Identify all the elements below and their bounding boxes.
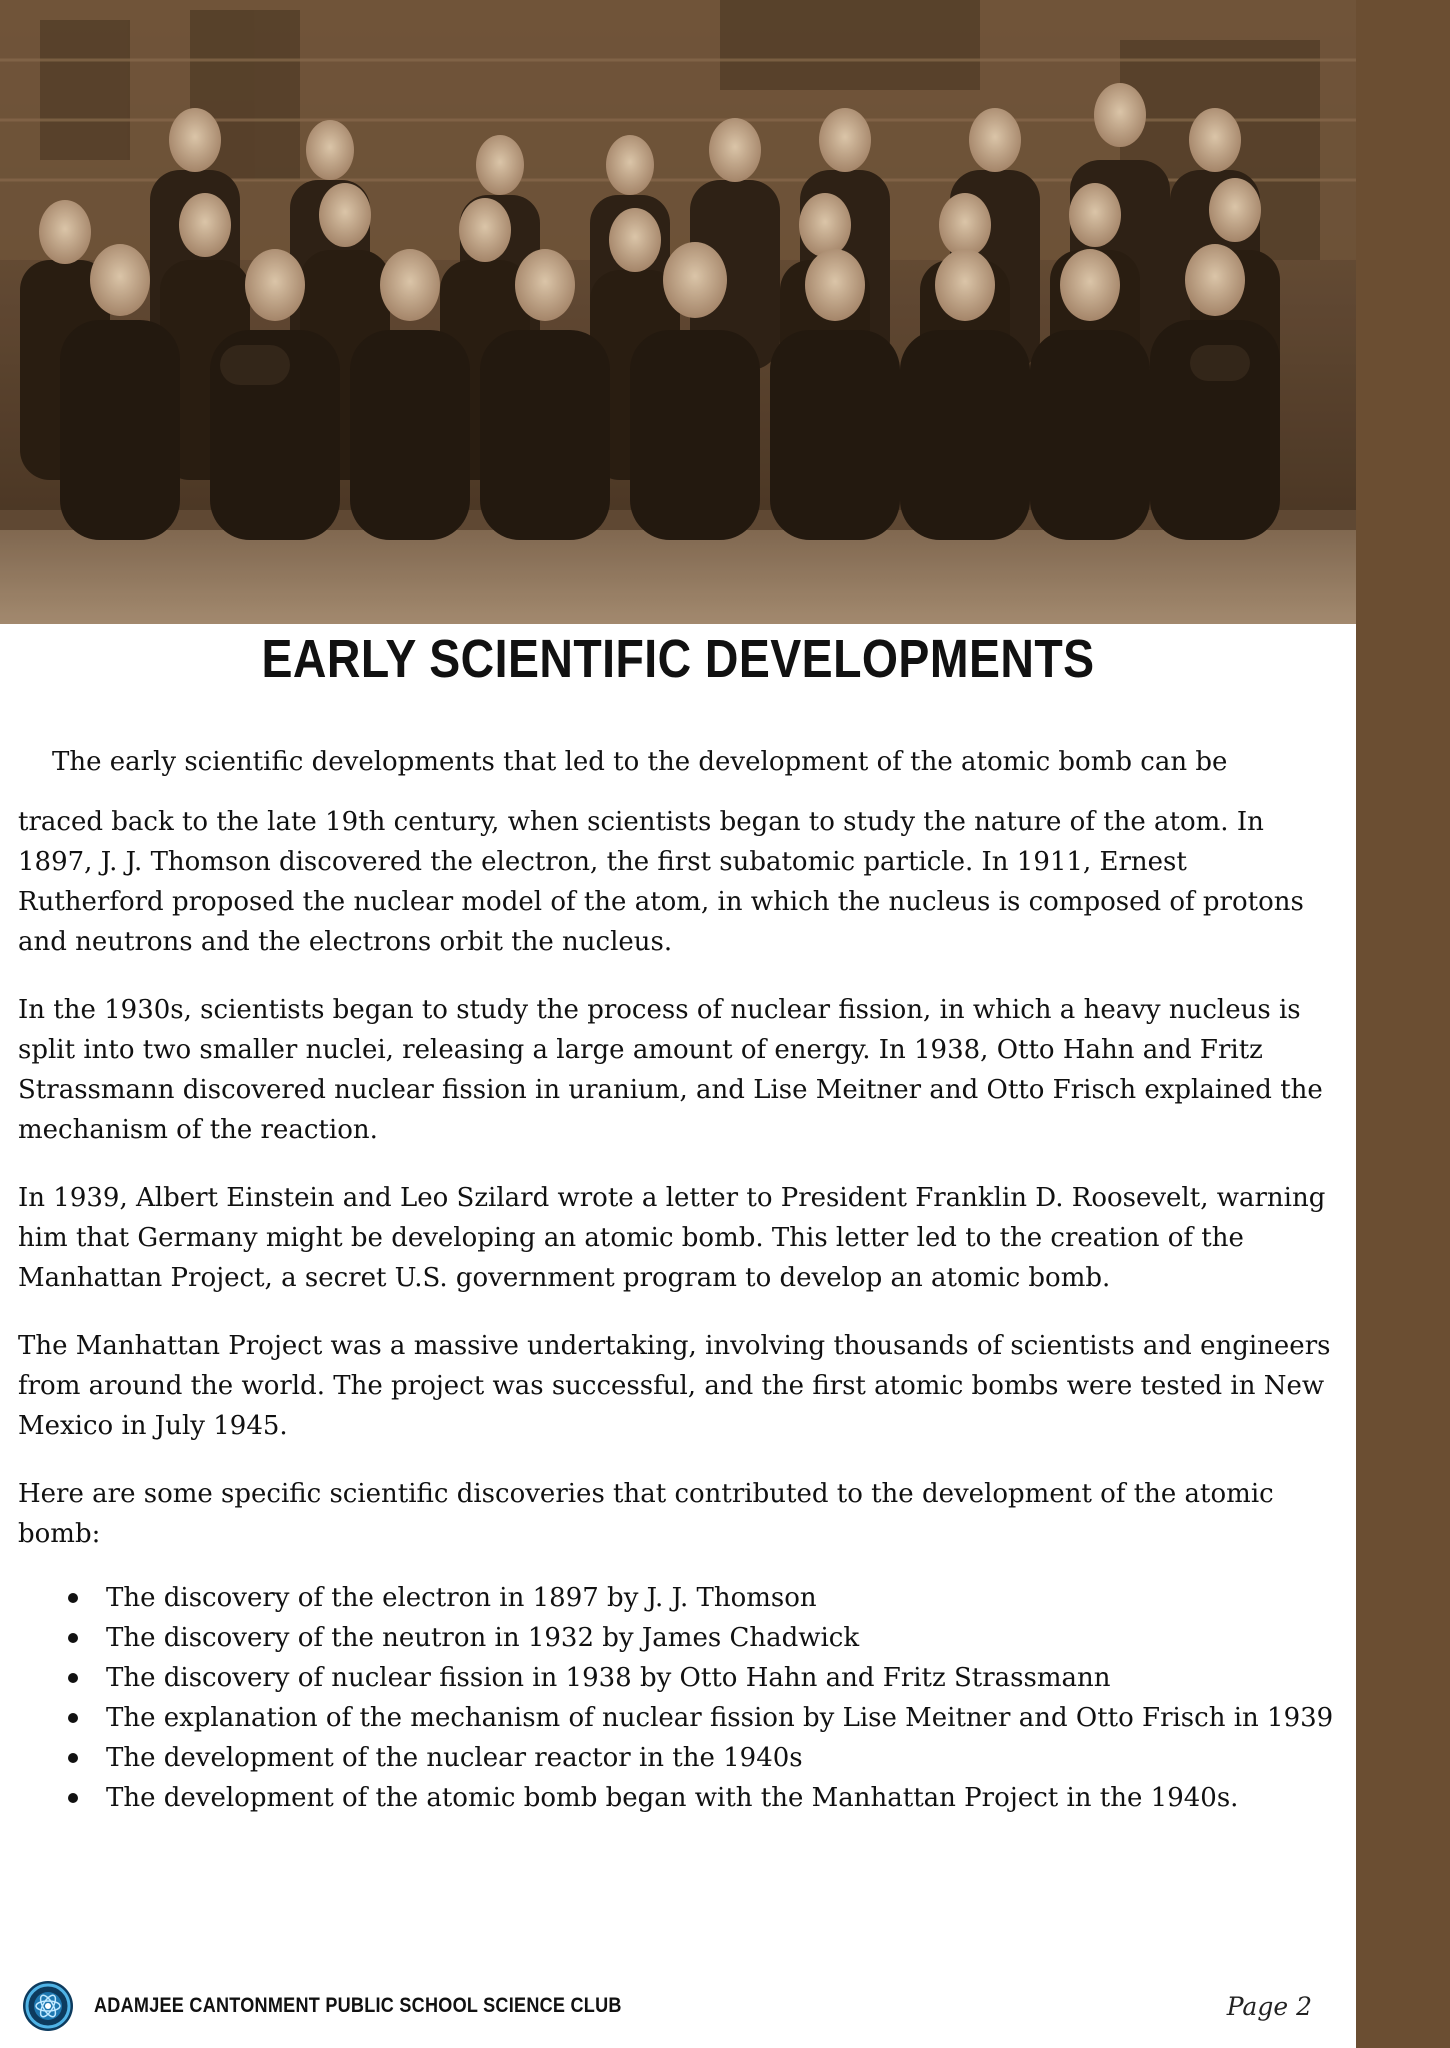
article-lead: The early scientific developments that led to the development of the atomic bomb can be	[52, 747, 1228, 777]
side-accent-bar	[1356, 0, 1450, 2048]
bullet-icon	[68, 1593, 78, 1603]
page-number: Page 2	[1226, 1992, 1312, 2021]
bullet-icon	[68, 1633, 78, 1643]
list-item: The development of the atomic bomb began with the Manhattan Project in the 1940s.	[68, 1778, 1340, 1818]
discoveries-list	[18, 1578, 1340, 1818]
paragraph-3: In 1939, Albert Einstein and Leo Szilard wrote a letter to President Franklin D. Roosevelt, warning him that Germany might be developing an atomic bomb. This letter led to the creation of the Manhattan Project, a secret U.S. government program to develop an atomic bomb.	[18, 1183, 1326, 1293]
page-title: EARLY SCIENTIFIC DEVELOPMENTS	[261, 629, 1095, 689]
paragraph-1: traced back to the late 19th century, when scientists began to study the nature of the atom. In 1897, J. J. Thomson discovered the electron, the first subatomic particle. In 1911, Ernest Rutherford proposed the nuclear model of the atom, in which the nucleus is composed of protons and neutrons and the electrons orbit the nucleus.	[18, 807, 1304, 957]
bullet-icon	[68, 1673, 78, 1683]
page-footer	[22, 1980, 1332, 2032]
paragraph-2: In the 1930s, scientists began to study the process of nuclear fission, in which a heavy nucleus is split into two smaller nuclei, releasing a large amount of energy. In 1938, Otto Hahn and Fritz Strassmann discovered nuclear fission in uranium, and Lise Meitner and Otto Frisch explained the mechanism of the reaction.	[18, 995, 1323, 1145]
sepia-group-photo-illustration	[0, 0, 1356, 624]
bullet-icon	[68, 1713, 78, 1723]
list-item: The explanation of the mechanism of nuclear fission by Lise Meitner and Otto Frisch in 1939	[68, 1698, 1340, 1738]
bullet-icon	[68, 1753, 78, 1763]
footer-organization: ADAMJEE CANTONMENT PUBLIC SCHOOL SCIENCE CLUB	[94, 1994, 622, 2017]
list-item: The discovery of the electron in 1897 by J. J. Thomson	[68, 1578, 1340, 1618]
bullet-icon	[68, 1793, 78, 1803]
article-body	[18, 742, 1340, 1818]
list-item: The discovery of nuclear fission in 1938 by Otto Hahn and Fritz Strassmann	[68, 1658, 1340, 1698]
paragraph-4: The Manhattan Project was a massive undertaking, involving thousands of scientists and engineers from around the world. The project was successful, and the first atomic bombs were tested in New Mexico in July 1945.	[18, 1331, 1331, 1441]
paragraph-5: Here are some specific scientific discoveries that contributed to the development of the atomic bomb:	[18, 1479, 1274, 1549]
hero-group-photo	[0, 0, 1356, 624]
club-logo-icon	[22, 1980, 74, 2032]
list-item: The development of the nuclear reactor in the 1940s	[68, 1738, 1340, 1778]
list-item: The discovery of the neutron in 1932 by James Chadwick	[68, 1618, 1340, 1658]
